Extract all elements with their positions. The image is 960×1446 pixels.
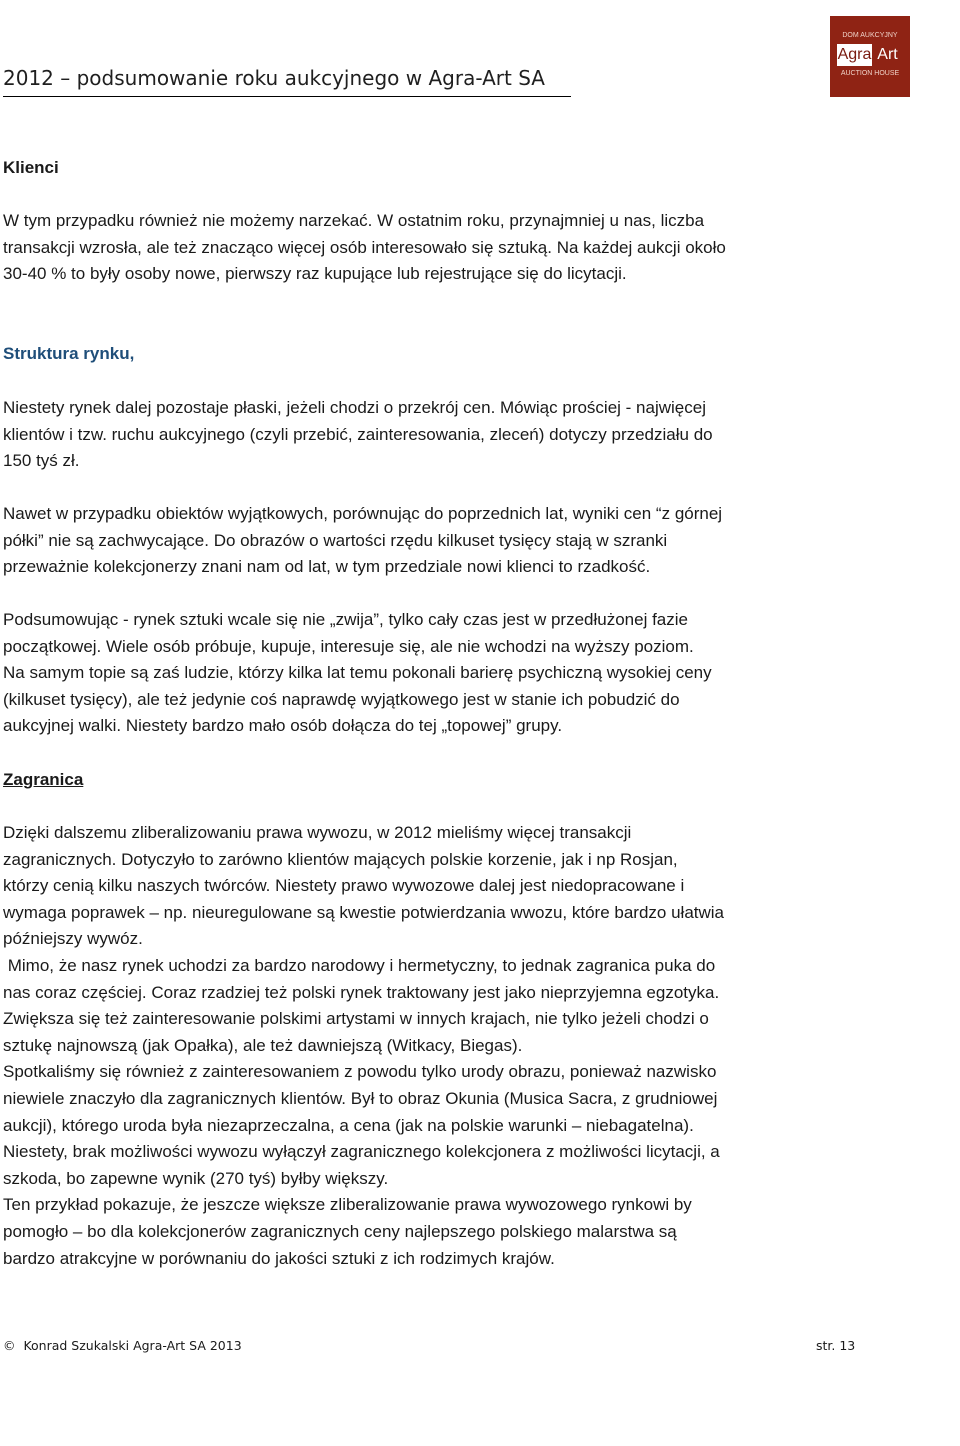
logo-top-text: DOM AUKCYJNY xyxy=(842,32,898,39)
text-line: 30-40 % to były osoby nowe, pierwszy raz kupujące lub rejestrujące się do licytacji. xyxy=(3,264,627,284)
text-line: Niestety, brak możliwości wywozu wyłączył zagranicznego kolekcjonera z możliwości licytacji, a xyxy=(3,1142,720,1162)
text-line: pomogło – bo dla kolekcjonerów zagranicznych ceny najlepszego polskiego malarstwa są xyxy=(3,1221,677,1241)
paragraph-struktura-1 xyxy=(3,395,953,475)
text-line: Mimo, że nasz rynek uchodzi za bardzo narodowy i hermetyczny, to jednak zagranica puka do xyxy=(3,955,716,975)
page-header-title: 2012 – podsumowanie roku aukcyjnego w Agra-Art SA xyxy=(3,66,545,90)
text-line: Na samym topie są zaś ludzie, którzy kilka lat temu pokonali barierę psychiczną wysokiej ceny xyxy=(3,663,712,683)
text-line: Niestety rynek dalej pozostaje płaski, jeżeli chodzi o przekrój cen. Mówiąc prościej - najwięcej xyxy=(3,398,706,417)
text-line: Ten przykład pokazuje, że jeszcze większe zliberalizowanie prawa wywozowego rynkowi by xyxy=(3,1195,692,1215)
paragraph-struktura-2 xyxy=(3,501,953,581)
heading-klienci: Klienci xyxy=(3,158,59,177)
text-line: Podsumowując - rynek sztuki wcale się nie „zwija”, tylko cały czas jest w przedłużonej fazie xyxy=(3,610,688,629)
paragraph-struktura-3 xyxy=(3,607,953,740)
text-line: niewiele znaczyło dla zagranicznych klientów. Był to obraz Okunia (Musica Sacra, z grudniowej xyxy=(3,1088,718,1108)
heading-struktura-rynku: Struktura rynku, xyxy=(3,344,135,363)
text-line: szkoda, bo zapewne wynik (270 tyś) byłby większy. xyxy=(3,1168,389,1188)
footer-page-number: str. 13 xyxy=(816,1338,856,1353)
agra-art-logo xyxy=(830,16,910,97)
text-line: bardzo atrakcyjne w porównaniu do jakości sztuki z ich rodzimych krajów. xyxy=(3,1248,555,1268)
logo-wordmark xyxy=(837,44,903,66)
heading-zagranica: Zagranica xyxy=(3,770,84,789)
text-line: nas coraz częściej. Coraz rzadziej też polski rynek traktowany jest jako nieprzyjemna egzotyka. xyxy=(3,982,720,1002)
text-line: Zwiększa się też zainteresowanie polskimi artystami w innych krajach, nie tylko jeżeli chodzi o xyxy=(3,1009,709,1029)
text-line: półki” nie są zachwycające. Do obrazów o wartości rzędu kilkuset tysięcy stają w szranki xyxy=(3,530,668,550)
logo-bottom-text: AUCTION HOUSE xyxy=(840,70,900,77)
text-line: Dzięki dalszemu zliberalizowaniu prawa wywozu, w 2012 mieliśmy więcej transakcji xyxy=(3,823,632,842)
text-line: którzy cenią kilku naszych twórców. Niestety prawo wywozowe dalej jest niedopracowane i xyxy=(3,876,685,896)
text-line: późniejszy wywóz. xyxy=(3,929,143,949)
text-line: aukcyjnej walki. Niestety bardzo mało osób dołącza do tej „topowej” grupy. xyxy=(3,716,563,736)
text-line: (kilkuset tysięcy), ale też jedynie coś naprawdę wyjątkowego jest w stanie ich pobudzić do xyxy=(3,689,680,709)
text-line: sztukę najnowszą (jak Opałka), ale też dawniejszą (Witkacy, Biegas). xyxy=(3,1035,523,1055)
logo-art-text: Art xyxy=(877,46,898,63)
text-line: przeważnie kolekcjonerzy znani nam od lat, w tym przedziale nowi klienci to rzadkość. xyxy=(3,557,651,577)
logo-agra-text: Agra xyxy=(837,44,872,66)
paragraph-zagranica xyxy=(3,820,953,1272)
text-line: zagranicznych. Dotyczyło to zarówno klientów mających polskie korzenie, jak i np Rosjan, xyxy=(3,849,678,869)
paragraph-klienci xyxy=(3,208,953,288)
text-line: Nawet w przypadku obiektów wyjątkowych, porównując do poprzednich lat, wyniki cen “z górnej xyxy=(3,504,723,523)
header-divider xyxy=(3,96,571,97)
text-line: transakcji wzrosła, ale też znacząco więcej osób interesowało się sztuką. Na każdej aukcji około xyxy=(3,237,726,257)
text-line: początkowej. Wiele osób próbuje, kupuje, interesuje się, ale nie wchodzi na wyższy poziom. xyxy=(3,636,694,656)
text-line: 150 tyś zł. xyxy=(3,451,80,471)
footer-copyright: © Konrad Szukalski Agra-Art SA 2013 xyxy=(3,1338,242,1353)
text-line: wymaga poprawek – np. nieuregulowane są kwestie potwierdzania wwozu, które bardzo ułatwia xyxy=(3,902,725,922)
text-line: Spotkaliśmy się również z zainteresowaniem z powodu tylko urody obrazu, ponieważ nazwisko xyxy=(3,1062,717,1082)
text-line: aukcji), którego uroda była niezaprzeczalna, a cena (jak na polskie warunki – niebagatelna). xyxy=(3,1115,694,1135)
text-line: klientów i tzw. ruchu aukcyjnego (czyli przebić, zainteresowania, zleceń) dotyczy przedziału do xyxy=(3,424,713,444)
text-line: W tym przypadku również nie możemy narzekać. W ostatnim roku, przynajmniej u nas, liczba xyxy=(3,211,705,230)
